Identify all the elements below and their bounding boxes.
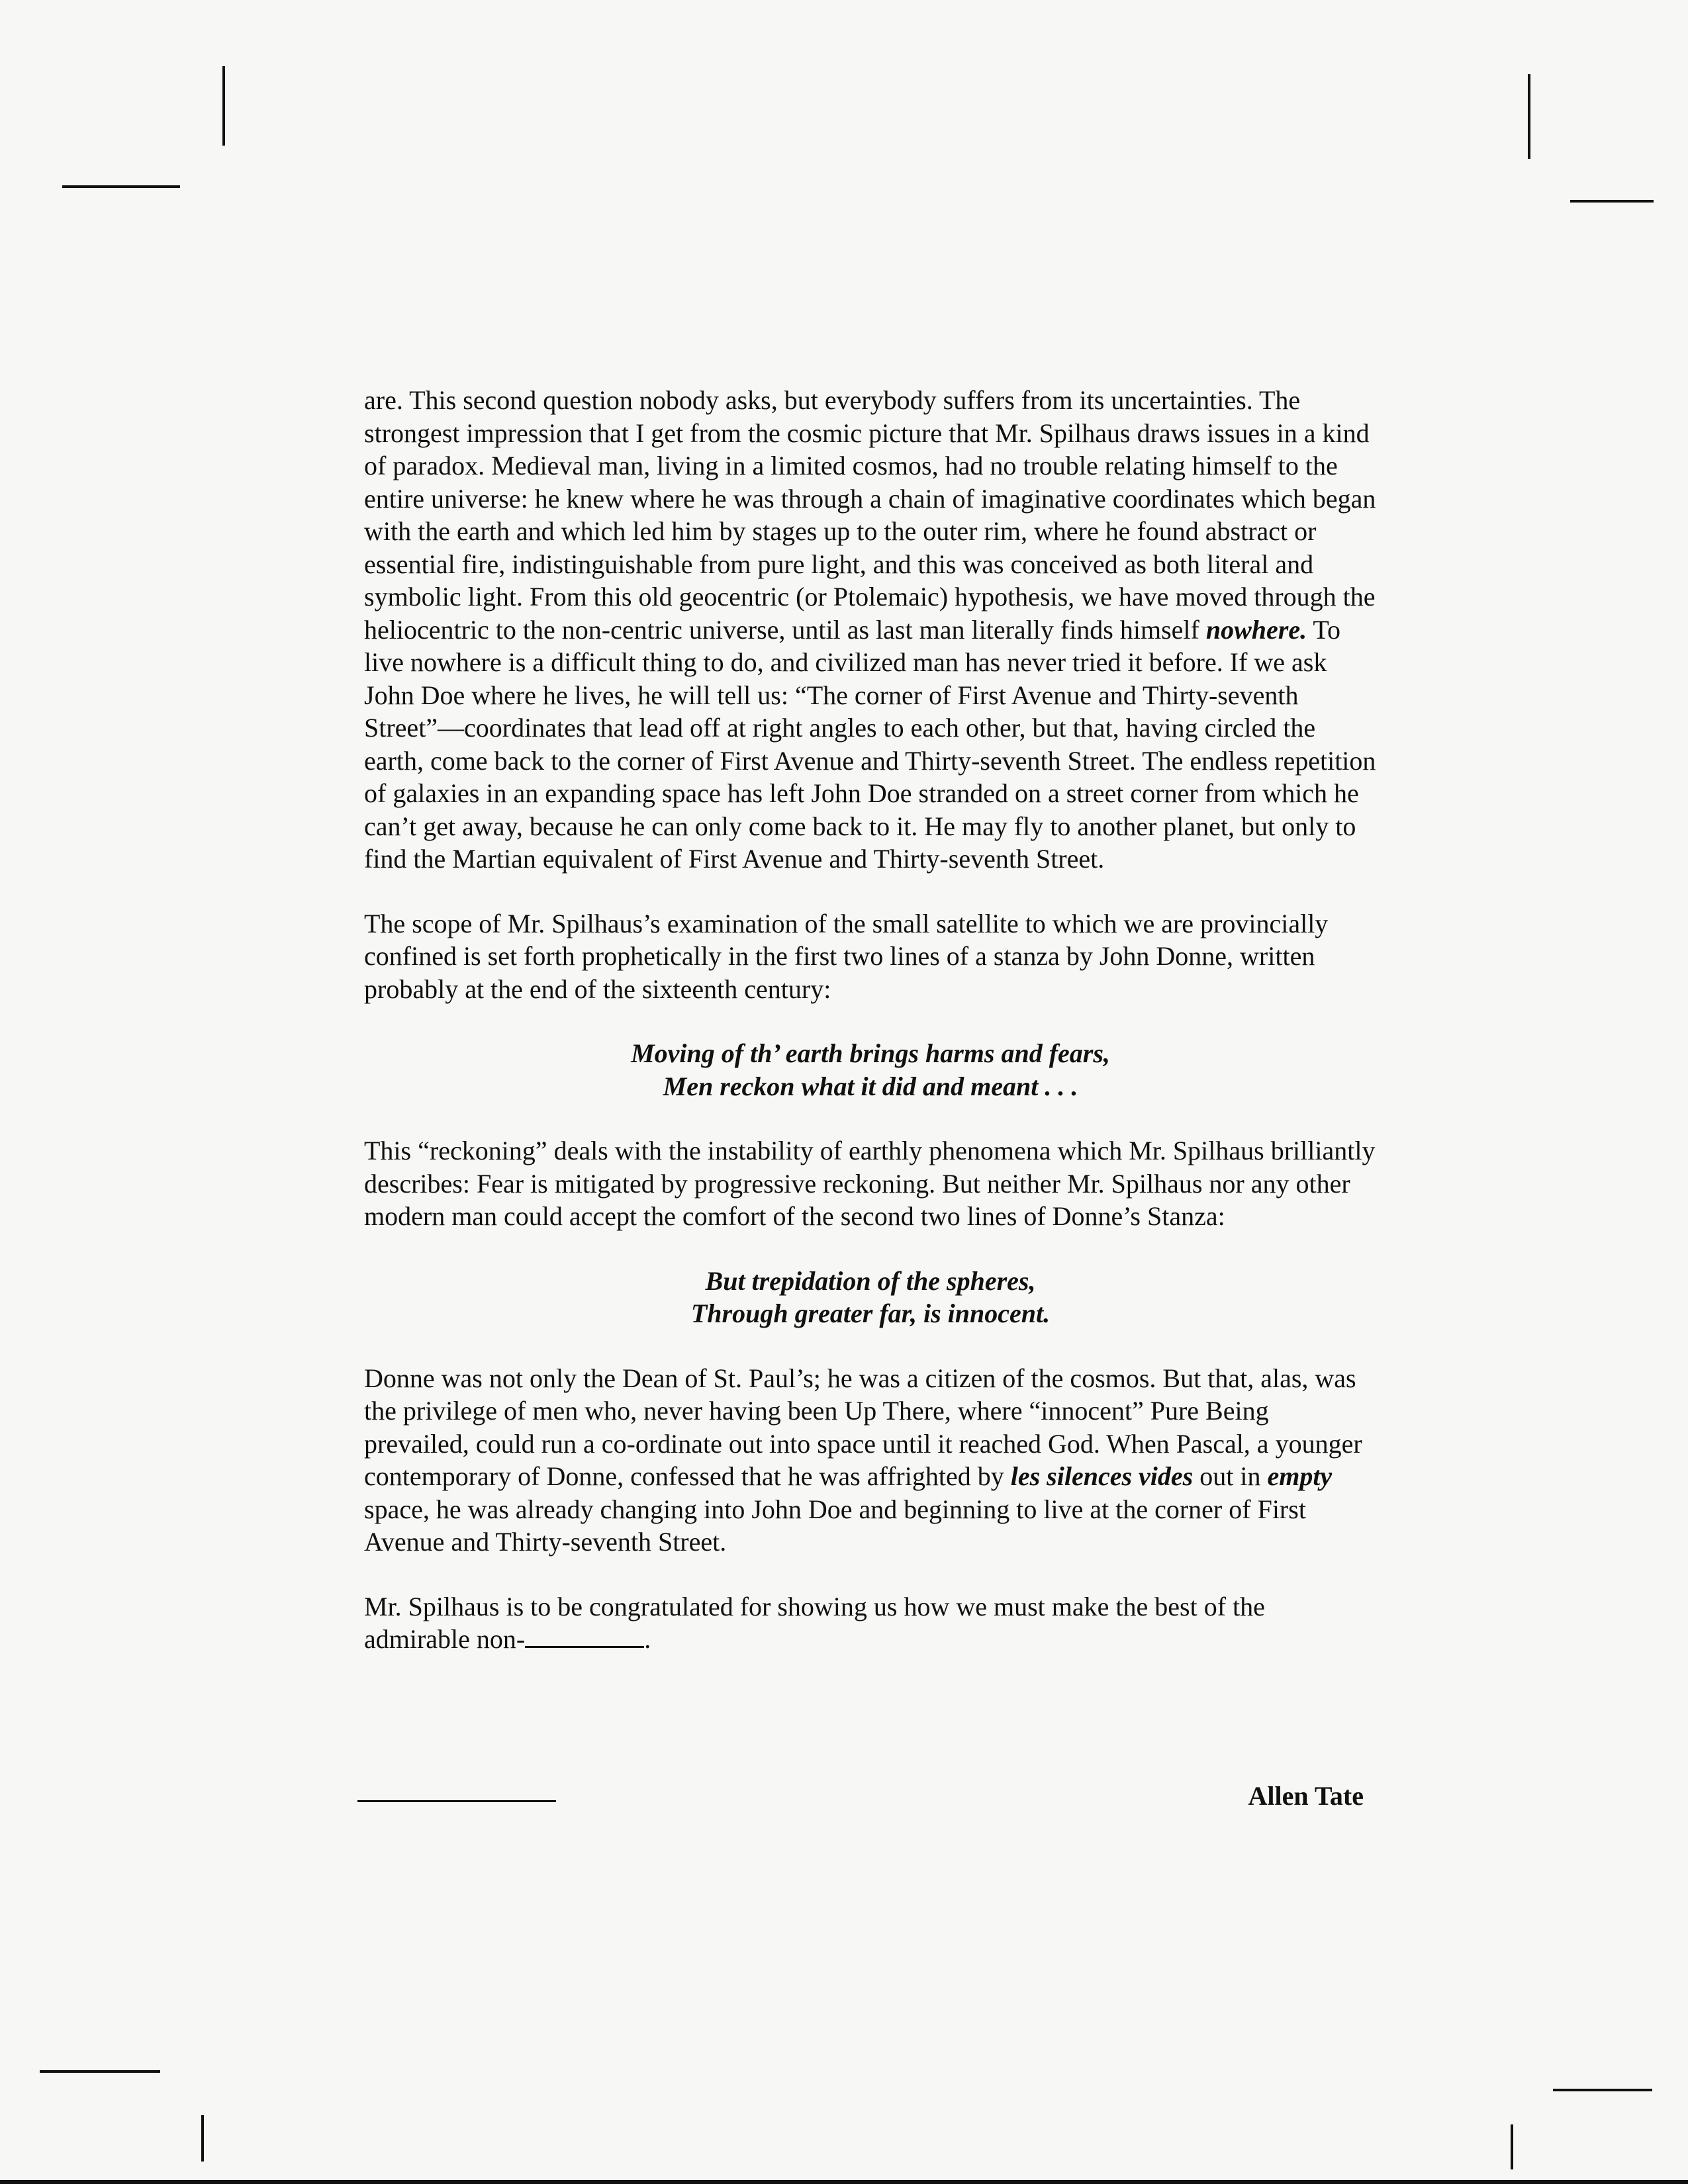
paragraph-4-text-c: space, he was already changing into John Doe and beginning to live at the corner of First Avenue and Thirty-seventh Street. bbox=[364, 1494, 1306, 1557]
paragraph-4 bbox=[364, 1362, 1377, 1559]
paragraph-1-text: are. This second question nobody asks, but everybody suffers from its uncertainties. The strongest impression that I get from the cosmic picture that Mr. Spilhaus draws issues in a kind of paradox. Medieval man, living in a limited cosmos, had no trouble relating himself to the entire universe: he knew where he was through a chain of imaginative coordinates which began with the earth and which led him by stages up to the outer rim, where he found abstract or essential fire, indistinguishable from pure light, and this was conceived as both literal and symbolic light. From this old geocentric (or Ptolemaic) hypothesis, we have moved through the heliocentric to the non-centric universe, until as last man literally finds himself bbox=[364, 385, 1376, 645]
paragraph-1 bbox=[364, 384, 1377, 876]
crop-mark-top-right-horizontal bbox=[1570, 200, 1654, 203]
paragraph-3-text: This “reckoning” deals with the instability of earthly phenomena which Mr. Spilhaus brilliantly describes: Fear is mitigated by progressive reckoning. But neither Mr. Spilhaus nor any other modern man could accept the comfort of the second two lines of Donne’s Stanza: bbox=[364, 1136, 1376, 1231]
crop-mark-top-right-vertical bbox=[1528, 74, 1530, 159]
paragraph-5-text: Mr. Spilhaus is to be congratulated for showing us how we must make the best of the admirable non- bbox=[364, 1591, 1265, 1654]
crop-mark-top-left-vertical bbox=[222, 66, 225, 146]
verse-2-line-1: But trepidation of the spheres, bbox=[705, 1265, 1036, 1296]
crop-mark-bottom-left-horizontal bbox=[40, 2070, 160, 2073]
crop-mark-bottom-right-horizontal bbox=[1553, 2089, 1652, 2091]
crop-mark-top-left-horizontal bbox=[62, 185, 180, 188]
paragraph-4-text-b: out in bbox=[1193, 1461, 1268, 1491]
crop-mark-bottom-right-vertical bbox=[1511, 2124, 1513, 2169]
fill-in-blank bbox=[525, 1623, 644, 1648]
verse-2-line-2: Through greater far, is innocent. bbox=[690, 1298, 1051, 1328]
verse-2 bbox=[364, 1265, 1377, 1330]
paragraph-4-text-a: Donne was not only the Dean of St. Paul’s; he was a citizen of the cosmos. But that, alas, was the privilege of men who, never having been Up There, where “innocent” Pure Being prevailed, could run a co-ordinate out into space until it reached God. When Pascal, a younger contemporary of Donne, confessed that he was affrighted by bbox=[364, 1363, 1362, 1491]
emphasis-empty: empty bbox=[1267, 1461, 1333, 1491]
author-signature: Allen Tate bbox=[1248, 1781, 1364, 1811]
paragraph-5-end: . bbox=[644, 1624, 651, 1654]
verse-1-line-2: Men reckon what it did and meant . . . bbox=[663, 1071, 1078, 1101]
footnote-rule bbox=[357, 1800, 556, 1802]
paragraph-2 bbox=[364, 907, 1377, 1006]
page-bottom-edge bbox=[0, 2180, 1688, 2184]
emphasis-nowhere: nowhere. bbox=[1205, 614, 1307, 645]
paragraph-2-text: The scope of Mr. Spilhaus’s examination of the small satellite to which we are provincially confined is set forth prophetically in the first two lines of a stanza by John Donne, written probably at the end of the sixteenth century: bbox=[364, 908, 1329, 1004]
paragraph-5 bbox=[364, 1590, 1377, 1656]
verse-1-line-1: Moving of th’ earth brings harms and fears, bbox=[631, 1038, 1110, 1068]
crop-mark-bottom-left-vertical bbox=[201, 2115, 204, 2161]
document-body bbox=[364, 384, 1377, 1688]
paragraph-1-tail: To live nowhere is a difficult thing to do, and civilized man has never tried it before. If we ask John Doe where he lives, he will tell us: “The corner of First Avenue and Thirty-seventh Street”—coordinates that lead off at right angles to each other, but that, having circled the earth, come back to the corner of First Avenue and Thirty-seventh Street. The endless repetition of galaxies in an expanding space has left John Doe stranded on a street corner from which he can’t get away, because he can only come back to it. He may fly to another planet, but only to find the Martian equivalent of First Avenue and Thirty-seventh Street. bbox=[364, 614, 1376, 874]
paragraph-3 bbox=[364, 1134, 1377, 1233]
signature-row bbox=[357, 1780, 1364, 1820]
emphasis-les-silences-vides: les silences vides bbox=[1010, 1461, 1194, 1491]
verse-1 bbox=[364, 1037, 1377, 1103]
